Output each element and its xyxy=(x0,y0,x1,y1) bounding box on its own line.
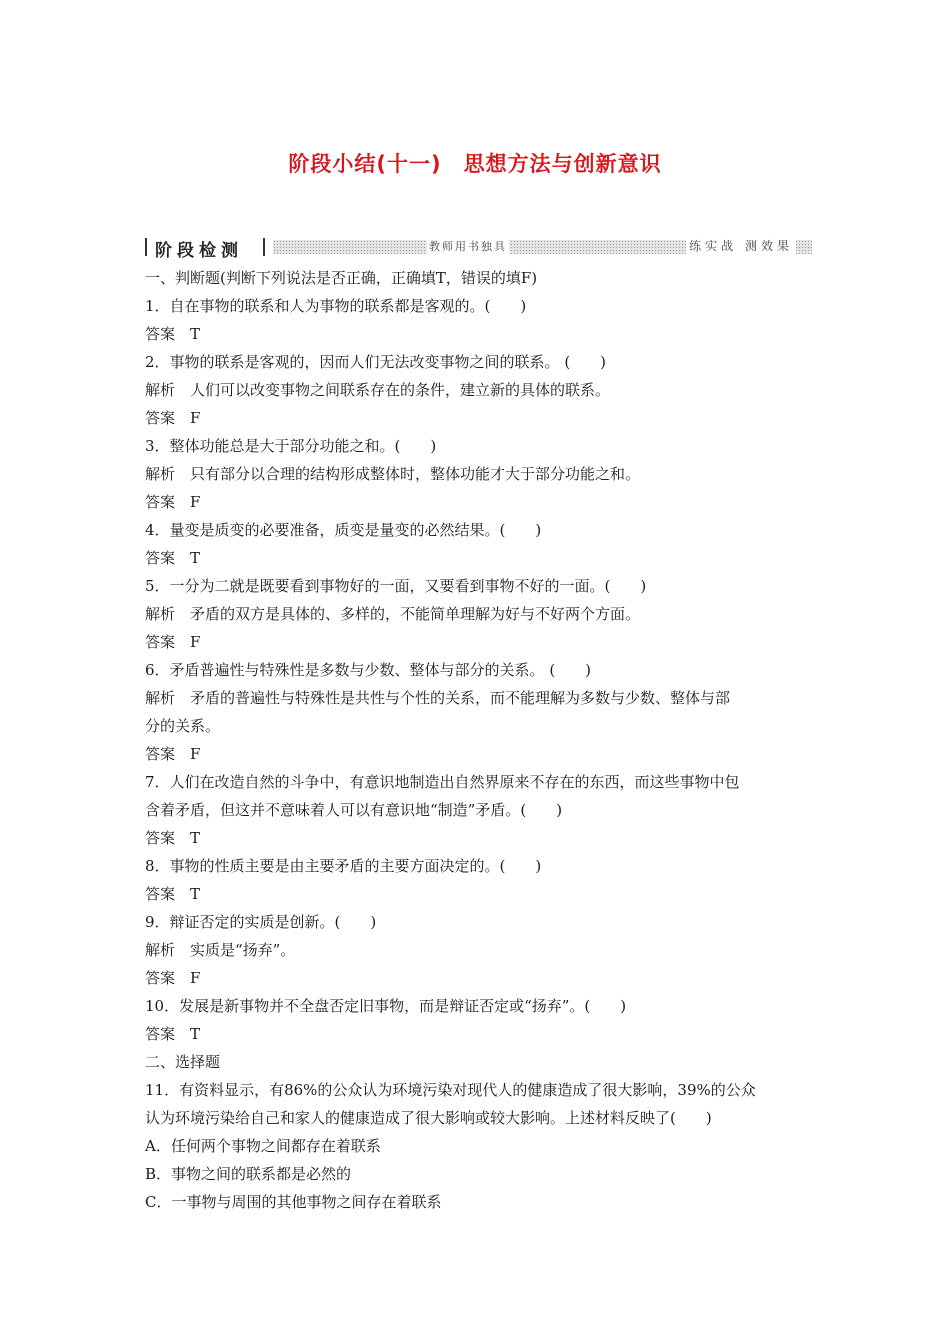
answer-8: 答案 T xyxy=(145,885,201,903)
answer-6: 答案 F xyxy=(145,745,201,763)
banner-left-bar xyxy=(145,238,147,256)
section-heading: 一、判断题(判断下列说法是否正确，正确填T，错误的填F) xyxy=(145,269,538,287)
option-a: A．任何两个事物之间都存在着联系 xyxy=(145,1137,381,1155)
option-b: B．事物之间的联系都是必然的 xyxy=(145,1165,352,1183)
answer-10: 答案 T xyxy=(145,1025,201,1043)
question-7-cont: 含着矛盾，但这并不意味着人可以有意识地“制造”矛盾。( ) xyxy=(145,801,563,819)
analysis-9: 解析 实质是“扬弃”。 xyxy=(145,941,296,959)
question-11-cont: 认为环境污染给自己和家人的健康造成了很大影响或较大影响。上述材料反映了( ) xyxy=(145,1109,712,1127)
answer-9: 答案 F xyxy=(145,969,201,987)
question-4: 4．量变是质变的必要准备，质变是量变的必然结果。( ) xyxy=(145,521,542,539)
analysis-6: 解析 矛盾的普遍性与特殊性是共性与个性的关系，而不能理解为多数与少数、整体与部 xyxy=(145,689,731,707)
banner-right-text: 练实战 测效果 xyxy=(686,239,796,254)
answer-5: 答案 F xyxy=(145,633,201,651)
question-10: 10．发展是新事物并不全盘否定旧事物，而是辩证否定或“扬弃”。( ) xyxy=(145,997,627,1015)
document-body xyxy=(145,264,812,1216)
answer-7: 答案 T xyxy=(145,829,201,847)
page-title: 阶段小结(十一) 思想方法与创新意识 xyxy=(288,152,662,176)
question-11: 11．有资料显示，有86%的公众认为环境污染对现代人的健康造成了很大影响，39%的公众 xyxy=(145,1081,756,1099)
answer-2: 答案 F xyxy=(145,409,201,427)
question-7: 7．人们在改造自然的斗争中，有意识地制造出自然界原来不存在的东西，而这些事物中包 xyxy=(145,773,740,791)
analysis-5: 解析 矛盾的双方是具体的、多样的，不能简单理解为好与不好两个方面。 xyxy=(145,605,641,623)
question-6: 6．矛盾普遍性与特殊性是多数与少数、整体与部分的关系。 ( ) xyxy=(145,661,592,679)
banner-center-text: 教师用书独具 xyxy=(429,240,507,253)
question-8: 8．事物的性质主要是由主要矛盾的主要方面决定的。( ) xyxy=(145,857,542,875)
answer-4: 答案 T xyxy=(145,549,201,567)
question-1: 1．自在事物的联系和人为事物的联系都是客观的。( ) xyxy=(145,297,527,315)
banner-label: 阶段检测 xyxy=(155,241,243,261)
question-9: 9．辩证否定的实质是创新。( ) xyxy=(145,913,377,931)
question-5: 5．一分为二就是既要看到事物好的一面，又要看到事物不好的一面。( ) xyxy=(145,577,647,595)
option-c: C．一事物与周围的其他事物之间存在着联系 xyxy=(145,1193,442,1211)
banner-right-bar xyxy=(263,238,265,256)
section-banner xyxy=(145,236,812,261)
answer-3: 答案 F xyxy=(145,493,201,511)
analysis-2: 解析 人们可以改变事物之间联系存在的条件，建立新的具体的联系。 xyxy=(145,381,611,399)
question-2: 2．事物的联系是客观的，因而人们无法改变事物之间的联系。 ( ) xyxy=(145,353,607,371)
answer-1: 答案 T xyxy=(145,325,201,343)
analysis-6-cont: 分的关系。 xyxy=(145,717,221,735)
analysis-3: 解析 只有部分以合理的结构形成整体时，整体功能才大于部分功能之和。 xyxy=(145,465,641,483)
question-3: 3．整体功能总是大于部分功能之和。( ) xyxy=(145,437,437,455)
section-heading-2: 二、选择题 xyxy=(145,1053,221,1071)
